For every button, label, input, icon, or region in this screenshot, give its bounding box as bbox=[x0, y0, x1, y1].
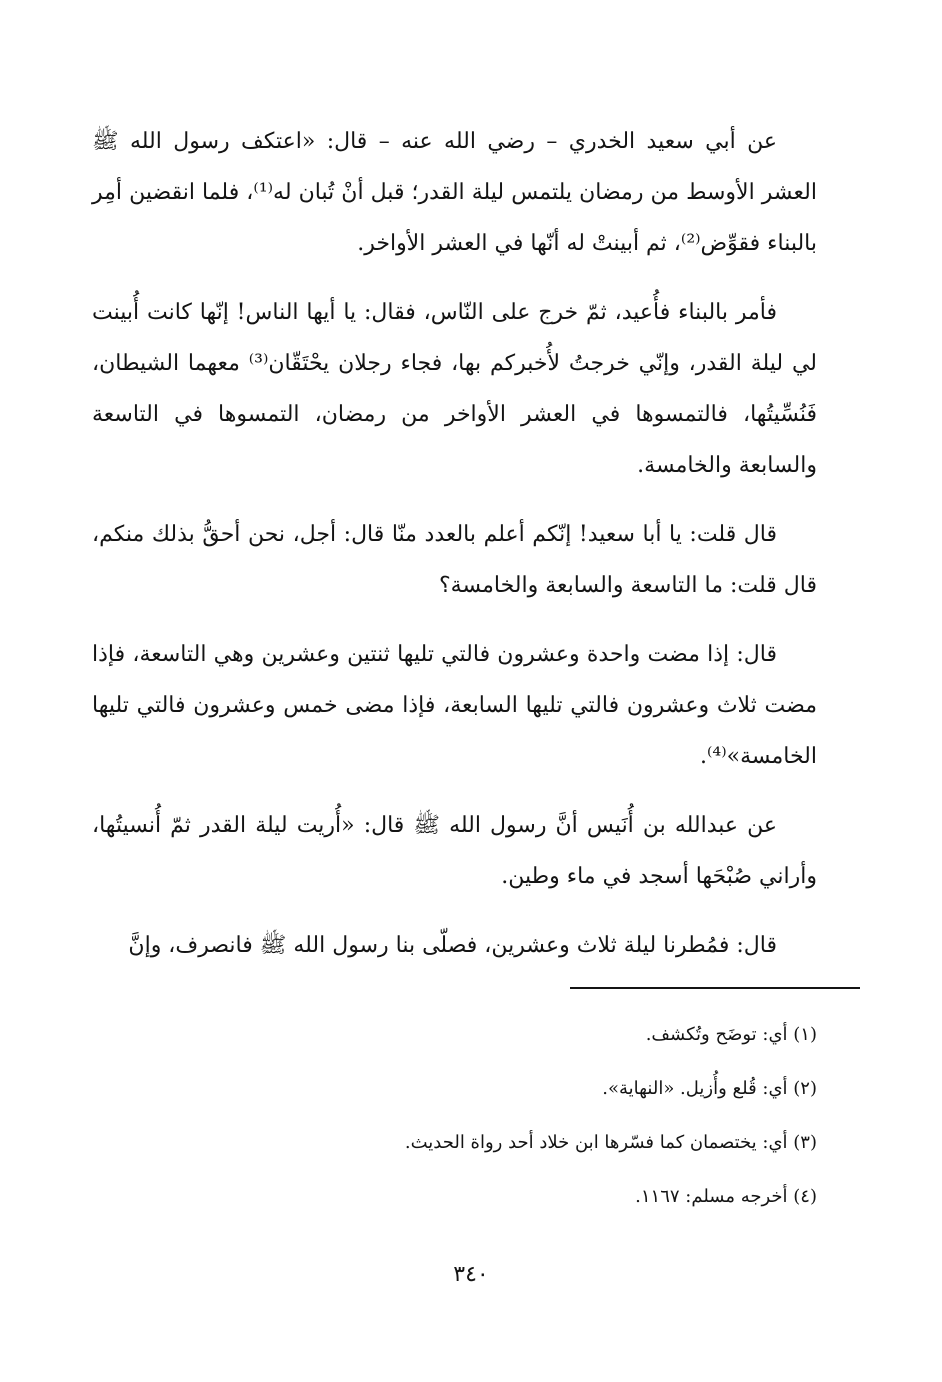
footnote-3: (٣) أي: يختصمان كما فسّرها ابن خلاد أحد رواة الحديث. bbox=[404, 1132, 817, 1153]
footnote-4: (٤) أخرجه مسلم: ١١٦٧. bbox=[635, 1186, 817, 1207]
paragraph-6: قال: فمُطرنا ليلة ثلاث وعشرين، فصلّى بنا رسول الله ﷺ فانصرف، وإنَّ bbox=[128, 933, 777, 958]
footnote-1: (١) أي: توضَح وتُكشف. bbox=[645, 1024, 817, 1045]
main-text bbox=[92, 116, 817, 989]
paragraph-5: عن عبدالله بن أُنَيس أنَّ رسول الله ﷺ قال: «أُريت ليلة القدر ثمّ أُنسيتُها، وأراني صُبْحَها أسجد في ماء وطين. bbox=[92, 813, 817, 889]
paragraph-4: قال: إذا مضت واحدة وعشرون فالتي تليها ثنتين وعشرين وهي التاسعة، فإذا مضت ثلاث وعشرون فالتي تليها السابعة، فإذا مضى خمس وعشرون فالتي تليها الخامسة»⁽⁴⁾. bbox=[92, 642, 817, 769]
paragraph-1: عن أبي سعيد الخدري – رضي الله عنه – قال: «اعتكف رسول الله ﷺ العشر الأوسط من رمضان يلتمس ليلة القدر؛ قبل أنْ تُبان له⁽¹⁾، فلما انقضين أمِر بالبناء فقوِّض⁽²⁾، ثم أبينتْ له أنّها في العشر الأواخر. bbox=[92, 129, 817, 256]
footnote-2: (٢) أي: قُلع وأُزيل. «النهاية». bbox=[602, 1078, 817, 1099]
footnotes bbox=[92, 1008, 817, 1224]
paragraph-3: قال قلت: يا أبا سعيد! إنّكم أعلم بالعدد منّا قال: أجل، نحن أحقُّ بذلك منكم، قال قلت: ما التاسعة والسابعة والخامسة؟ bbox=[92, 522, 817, 598]
footnote-separator bbox=[570, 987, 860, 989]
paragraph-2: فأمر بالبناء فأُعيد، ثمّ خرج على النّاس، فقال: يا أيها الناس! إنّها كانت أُبينت لي ليلة القدر، وإنّي خرجتُ لأُخبركم بها، فجاء رجلان يحْتَقّان⁽³⁾ معهما الشيطان، فَنُسِّيتُها، فالتمسوها في العشر الأواخر من رمضان، التمسوها في التاسعة والسابعة والخامسة. bbox=[92, 300, 817, 478]
page-number: ٣٤٠ bbox=[453, 1262, 489, 1287]
